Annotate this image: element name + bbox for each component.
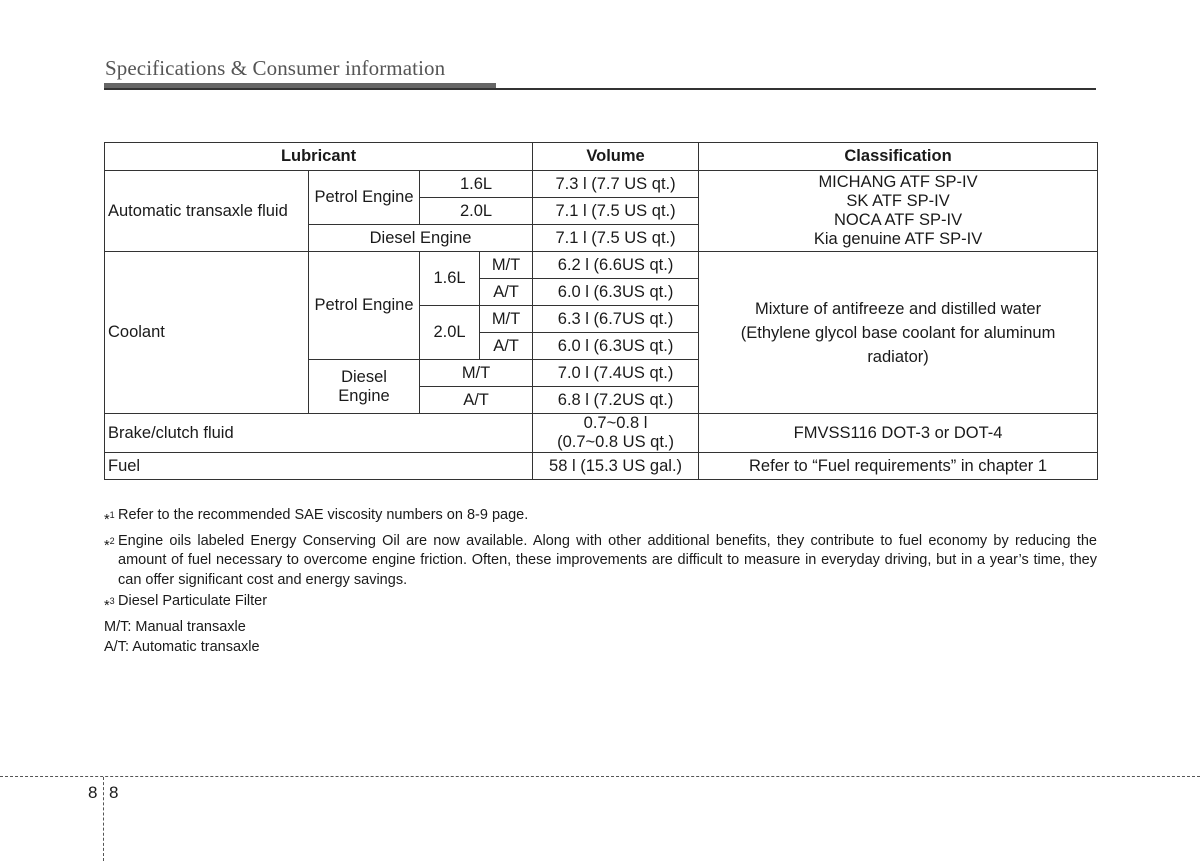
footnote-marker: *$^1$: [104, 510, 115, 528]
coolant-size-2: 2.0L: [420, 306, 480, 360]
fuel-classification: Refer to “Fuel requirements” in chapter 1: [699, 453, 1098, 480]
table-row: [105, 252, 1098, 279]
abbreviation-mt: M/T: Manual transaxle: [104, 618, 246, 635]
brake-volume-line: (0.7~0.8 US qt.): [557, 433, 675, 451]
brake-volume-line: 0.7~0.8 l: [583, 414, 648, 432]
brake-name: Brake/clutch fluid: [105, 414, 533, 453]
atf-class-line: SK ATF SP-IV: [846, 192, 950, 210]
atf-size-2: 2.0L: [420, 198, 533, 225]
coolant-volume-mt-1: 6.2 l (6.6US qt.): [533, 252, 699, 279]
atf-class-line: MICHANG ATF SP-IV: [818, 173, 978, 191]
footnote-text: Refer to the recommended SAE viscosity numbers on 8-9 page.: [118, 507, 529, 523]
coolant-volume-mt-2: 6.3 l (6.7US qt.): [533, 306, 699, 333]
table-row: [105, 171, 1098, 198]
footer-dashed-rule: [0, 776, 1200, 777]
atf-diesel-volume: 7.1 l (7.5 US qt.): [533, 225, 699, 252]
coolant-class-line: Mixture of antifreeze and distilled water: [754, 299, 1042, 318]
header-lubricant: Lubricant: [105, 143, 533, 171]
coolant-class-line: (Ethylene glycol base coolant for aluminum: [740, 323, 1056, 342]
footnote-2: [104, 532, 1097, 591]
coolant-size-1: 1.6L: [420, 252, 480, 306]
coolant-trans-mt-2: M/T: [480, 306, 533, 333]
header-classification: Classification: [699, 143, 1098, 171]
atf-class-line: Kia genuine ATF SP-IV: [813, 230, 983, 248]
footnotes: [104, 506, 1097, 659]
coolant-classification: [699, 252, 1098, 414]
brake-volume: [533, 414, 699, 453]
atf-volume-2: 7.1 l (7.5 US qt.): [533, 198, 699, 225]
coolant-diesel-engine: [309, 360, 420, 414]
footnote-text: Diesel Particulate Filter: [118, 592, 268, 609]
coolant-diesel-volume-at: 6.8 l (7.2US qt.): [533, 387, 699, 414]
chapter-number: 8: [88, 783, 98, 802]
coolant-diesel-volume-mt: 7.0 l (7.4US qt.): [533, 360, 699, 387]
page-header-title: Specifications & Consumer information: [105, 56, 446, 80]
coolant-volume-at-1: 6.0 l (6.3US qt.): [533, 279, 699, 306]
brake-classification: FMVSS116 DOT-3 or DOT-4: [699, 414, 1098, 453]
coolant-trans-at-2: A/T: [480, 333, 533, 360]
atf-class-line: NOCA ATF SP-IV: [834, 211, 963, 229]
footnote-text: Engine oils labeled Energy Conserving Oil are now available. Along with other additional benefits, they contribute to fuel economy by reducing the amount of fuel necessary to overcome engine friction. Often, these improvements are difficult to measure in everyday driving, but in a year’s time, they can offer significant cost and energy savings.: [118, 532, 1097, 588]
atf-diesel-engine: Diesel Engine: [309, 225, 533, 252]
footnote-1: [104, 506, 1097, 530]
atf-petrol-engine: Petrol Engine: [309, 171, 420, 225]
coolant-diesel-line: Engine: [338, 386, 390, 405]
coolant-diesel-trans-mt: M/T: [420, 360, 533, 387]
footer-dashed-divider: [103, 777, 104, 861]
coolant-diesel-line: Diesel: [341, 367, 387, 386]
footnote-marker: *$^2$: [104, 535, 115, 554]
coolant-petrol-engine: Petrol Engine: [309, 252, 420, 360]
header-volume: Volume: [533, 143, 699, 171]
coolant-trans-at-1: A/T: [480, 279, 533, 306]
lubricant-spec-table: [104, 142, 1098, 480]
coolant-class-line: radiator): [867, 347, 929, 366]
atf-name: Automatic transaxle fluid: [105, 171, 309, 252]
atf-size-1: 1.6L: [420, 171, 533, 198]
table-header-row: [105, 143, 1098, 171]
atf-volume-1: 7.3 l (7.7 US qt.): [533, 171, 699, 198]
coolant-name: Coolant: [105, 252, 309, 414]
coolant-trans-mt-1: M/T: [480, 252, 533, 279]
fuel-volume: 58 l (15.3 US gal.): [533, 453, 699, 480]
header-rule-thin: [104, 88, 1096, 90]
footnote-3: [104, 592, 1097, 616]
atf-classification: [699, 171, 1098, 252]
abbreviation-at: A/T: Automatic transaxle: [104, 639, 260, 656]
fuel-name: Fuel: [105, 453, 533, 480]
coolant-volume-at-2: 6.0 l (6.3US qt.): [533, 333, 699, 360]
coolant-diesel-trans-at: A/T: [420, 387, 533, 414]
page-number: 8: [109, 783, 119, 802]
table-row: [105, 453, 1098, 480]
table-row: [105, 414, 1098, 453]
footnote-marker: *$^3$: [104, 595, 115, 614]
